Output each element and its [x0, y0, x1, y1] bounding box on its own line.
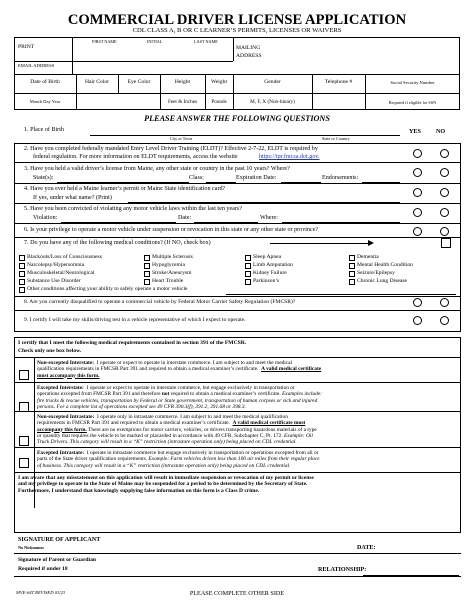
mailing-address-field[interactable]: [270, 39, 458, 72]
q3-expiration-label: Expiration Date:: [236, 175, 277, 181]
weight-label: Weight: [210, 79, 228, 85]
q5-date-label: Date:: [178, 215, 192, 221]
q4-yes-radio[interactable]: [413, 188, 422, 197]
condition-checkbox[interactable]: [245, 271, 251, 277]
initial-label: INITIAL: [147, 39, 163, 44]
condition-checkbox[interactable]: [349, 255, 355, 261]
q2-yes-radio[interactable]: [413, 149, 422, 158]
condition-label: Parkinson’s: [253, 278, 280, 284]
dob-format-label: Month Day Year: [29, 99, 61, 104]
q1-state-caption: State or Country: [322, 136, 350, 141]
non-excepted-intrastate-text: Non-excepted Intrastate: I operate only in intrastate commerce. I am subject to and meet the medical qualification requirements in FMCSR Part 391 and required to obtain a medical examiner’s certificate. A valid medical certificate must accompany this form. There are no exemptions for motor carriers, vehicles, or drivers transporting hazardous materials of a type or quantity that requires the vehicle to be marked or placarded in accordance with 49 CFR, Subchapter C, Pt. 172. Example: Oil Truck Drivers. This category will result in a “K” restriction (intrastate operation only) being placed on CDL credential.: [37, 414, 317, 446]
q4-name-label: If yes, under what name? (Print): [33, 195, 112, 201]
q6-no-radio[interactable]: [440, 227, 449, 236]
condition-label: Kidney Failure: [253, 270, 287, 276]
first-name-label: FIRST NAME: [92, 39, 117, 44]
other-conditions-label: Other conditions affecting your ability to safely operate a motor vehicle: [27, 286, 188, 292]
form-id: MVE-64T REVISED 03/23: [16, 590, 66, 595]
yes-column-header: YES: [409, 129, 421, 135]
eldt-website-link[interactable]: https://tpr.fmcsa.dot.gov.: [259, 154, 320, 160]
eye-color-label: Eye Color: [127, 79, 151, 85]
non-excepted-interstate-checkbox[interactable]: [19, 370, 29, 380]
no-column-header: NO: [436, 129, 446, 135]
condition-checkbox[interactable]: [349, 271, 355, 277]
q2-text-line2: federal regulation. For more information on ELDT requirements, access the website: [33, 154, 238, 160]
q3-endorsements-label: Endorsements:: [322, 175, 359, 181]
non-excepted-intrastate-checkbox[interactable]: [19, 436, 29, 446]
excepted-interstate-text: Excepted Interstate: I operate or expect to operate in interstate commerce, but engage exclusively in transportation or operations excepted from FMCSR Part 391 and therefore not required to obtain a medical examiner’s certificate. Examples include: fire trucks & rescue vehicles, transportation by Federal or State government, transportation of human corpses or sick and injured persons. For a complete list of operations excepted see 49 CFR 390.3(f), 391.2, 391.68 or 398.3.: [37, 385, 322, 410]
form-title: COMMERCIAL DRIVER LICENSE APPLICATION: [67, 12, 407, 28]
gender-options-label: M, F, X (Non-binary): [250, 99, 295, 105]
name-field[interactable]: [74, 46, 231, 59]
q7-text: 7. Do you have any of the following medical conditions? (If NO, check box): [24, 240, 211, 246]
place-of-birth-field[interactable]: [90, 129, 400, 136]
q3-no-radio[interactable]: [440, 168, 449, 177]
q8-no-radio[interactable]: [440, 298, 449, 307]
q4-name-field[interactable]: [128, 196, 400, 203]
telephone-field[interactable]: [313, 94, 364, 109]
print-label: PRINT: [18, 44, 35, 50]
no-nicknames-note: No Nicknames: [18, 545, 44, 550]
condition-label: Heart Trouble: [152, 278, 184, 284]
condition-checkbox[interactable]: [349, 279, 355, 285]
condition-checkbox[interactable]: [245, 279, 251, 285]
condition-label: Blackouts/Loss of Consciousness: [27, 254, 102, 260]
other-conditions-checkbox[interactable]: [19, 287, 25, 293]
height-label: Height: [174, 79, 191, 85]
q3-state-label: State(s):: [33, 175, 54, 181]
section-heading: PLEASE ANSWER THE FOLLOWING QUESTIONS: [144, 114, 330, 123]
weight-unit-label: Pounds: [211, 99, 227, 105]
q1-text: 1. Place of Birth: [24, 127, 64, 133]
q3-yes-radio[interactable]: [413, 168, 422, 177]
condition-label: Chronic Lung Disease: [357, 278, 408, 284]
q9-text: 9. I certify I will take my skills/driving test in a vehicle representative of which I expect to operate.: [24, 317, 246, 323]
q7-no-conditions-checkbox[interactable]: [441, 238, 451, 248]
condition-checkbox[interactable]: [19, 263, 25, 269]
last-name-label: LAST NAME: [194, 39, 218, 44]
applicant-signature-label: SIGNATURE OF APPLICANT: [18, 537, 101, 543]
email-field[interactable]: [74, 62, 231, 73]
condition-label: Narcolepsy/Hypersomnia: [27, 262, 85, 268]
misstatement-warning: I am aware that any misstatement on this application will result in immediate suspension or revocation of my permit or license and my privilege to operate in the State of Maine may be suspended for a period to be determined by the Secretary of State. Furthermore, I understand that knowingly supplying false information on this form is a Class D crime.: [18, 475, 314, 494]
arrow-right-icon: [368, 240, 374, 246]
condition-checkbox[interactable]: [245, 263, 251, 269]
q9-no-radio[interactable]: [440, 316, 449, 325]
parent-signature-field[interactable]: [110, 555, 310, 571]
q4-text: 4. Have you ever held a Maine learner’s permit or Maine State identification card?: [24, 186, 226, 192]
q3-expiration-field[interactable]: [281, 176, 321, 183]
q3-class-label: Class:: [189, 175, 204, 181]
q4-no-radio[interactable]: [440, 188, 449, 197]
condition-checkbox[interactable]: [144, 263, 150, 269]
condition-checkbox[interactable]: [19, 271, 25, 277]
q5-no-radio[interactable]: [440, 208, 449, 217]
condition-label: Multiple Sclerosis: [152, 254, 193, 260]
complete-other-side-note: PLEASE COMPLETE OTHER SIDE: [189, 590, 285, 597]
excepted-intrastate-text: Excepted Intrastate: I operate in intrastate commerce but engage exclusively in transportation or operations excepted from all or parts of the State driver qualification requirements. Example: Farm vehicles driven less than 100 air miles from their regular place of business. This category will result in a “K” restriction (intrastate operation only) being placed on CDL credential.: [37, 450, 320, 469]
q3-text: 3. Have you held a valid driver’s license from Maine, any other state or country in the past 10 years? Where?: [24, 166, 290, 172]
date-label: DATE:: [357, 545, 376, 551]
q5-violation-label: Violation:: [33, 215, 58, 221]
email-label: EMAIL ADDRESS: [18, 63, 55, 68]
q5-where-label: Where:: [260, 215, 278, 221]
other-conditions-field[interactable]: [226, 288, 456, 295]
q5-yes-radio[interactable]: [413, 208, 422, 217]
q1-city-caption: City or Town: [170, 136, 193, 141]
ssn-note: Required if eligible for SSN: [388, 100, 437, 105]
q8-yes-radio[interactable]: [413, 298, 422, 307]
q9-yes-radio[interactable]: [413, 316, 422, 325]
condition-label: Musculoskeletal/Neurological: [27, 270, 95, 276]
dob-label: Date of Birth: [30, 79, 60, 85]
q5-text: 5. Have you been convicted of violating any motor vehicle laws within the last ten years?: [24, 206, 242, 212]
applicant-signature-field[interactable]: [100, 533, 350, 547]
condition-checkbox[interactable]: [144, 271, 150, 277]
condition-label: Limb Amputation: [253, 262, 293, 268]
height-unit-label: Feet & Inches: [167, 99, 198, 105]
non-excepted-interstate-text: Non-excepted Interstate: I operate or expect to operate in interstate commerce. I am subject to and meet the medical qualification requirements in FMCSR Part 391 and required to obtain a medical examiner’s certificate. A valid medical certificate must accompany this form.: [37, 360, 322, 379]
medical-cert-line2: Check only one box below.: [18, 348, 82, 354]
condition-checkbox[interactable]: [144, 255, 150, 261]
condition-label: Dementia: [357, 254, 379, 260]
q5-violation-field[interactable]: [61, 216, 176, 223]
address-label: ADDRESS: [236, 53, 262, 59]
gender-label: Gender: [264, 79, 281, 85]
condition-label: Mental Health Condition: [357, 262, 413, 268]
condition-checkbox[interactable]: [144, 279, 150, 285]
q3-state-field[interactable]: [57, 176, 189, 183]
q7-arrow-line: [270, 243, 370, 244]
q5-where-field[interactable]: [282, 216, 400, 223]
q2-no-radio[interactable]: [440, 149, 449, 158]
q5-date-field[interactable]: [194, 216, 258, 223]
medical-cert-line1: I certify that I meet the following medical requirements contained in section 391 of the FMCSR.: [18, 340, 247, 346]
telephone-label: Telephone #: [324, 79, 353, 85]
excepted-intrastate-checkbox[interactable]: [19, 458, 29, 468]
q6-text: 6. Is your privilege to operate a motor vehicle under suspension or revocation in this state or any other state or province?: [24, 227, 319, 233]
parent-signature-label: Signature of Parent or Guardian: [18, 557, 97, 563]
condition-checkbox[interactable]: [19, 279, 25, 285]
q6-yes-radio[interactable]: [413, 227, 422, 236]
hair-color-label: Hair Color: [84, 79, 110, 85]
q3-class-field[interactable]: [206, 176, 236, 183]
q8-text: 8. Are you currently disqualified to operate a commercial vehicle by Federal Motor Carrier Safety Regulation (FMCSR)?: [24, 299, 296, 305]
ssn-label: Social Security Number: [390, 80, 435, 85]
condition-label: Hypoglycemia: [152, 262, 185, 268]
under-18-note: Required if under 18: [18, 566, 68, 572]
condition-label: Seizure/Epilepsy: [357, 270, 395, 276]
relationship-field[interactable]: [363, 569, 459, 576]
hair-eye-field[interactable]: [77, 94, 159, 109]
relationship-label: RELATIONSHIP:: [318, 567, 367, 573]
q3-endorsements-field[interactable]: [362, 176, 400, 183]
condition-checkbox[interactable]: [19, 255, 25, 261]
condition-checkbox[interactable]: [349, 263, 355, 269]
form-subtitle: CDL CLASS A, B OR C LEARNER’S PERMITS, LICENSES OR WAIVERS: [132, 27, 342, 34]
condition-label: Sleep Apnea: [253, 254, 282, 260]
condition-label: Substance Use Disorder: [27, 278, 81, 284]
condition-label: Stroke/Aneurysm: [152, 270, 192, 276]
q2-text-line1: 2. Have you completed federally mandated Entry Level Driver Training (ELDT)? Effective 2-7-22, ELDT is required by: [24, 146, 318, 152]
mailing-label: MAILING: [236, 45, 261, 51]
condition-checkbox[interactable]: [245, 255, 251, 261]
